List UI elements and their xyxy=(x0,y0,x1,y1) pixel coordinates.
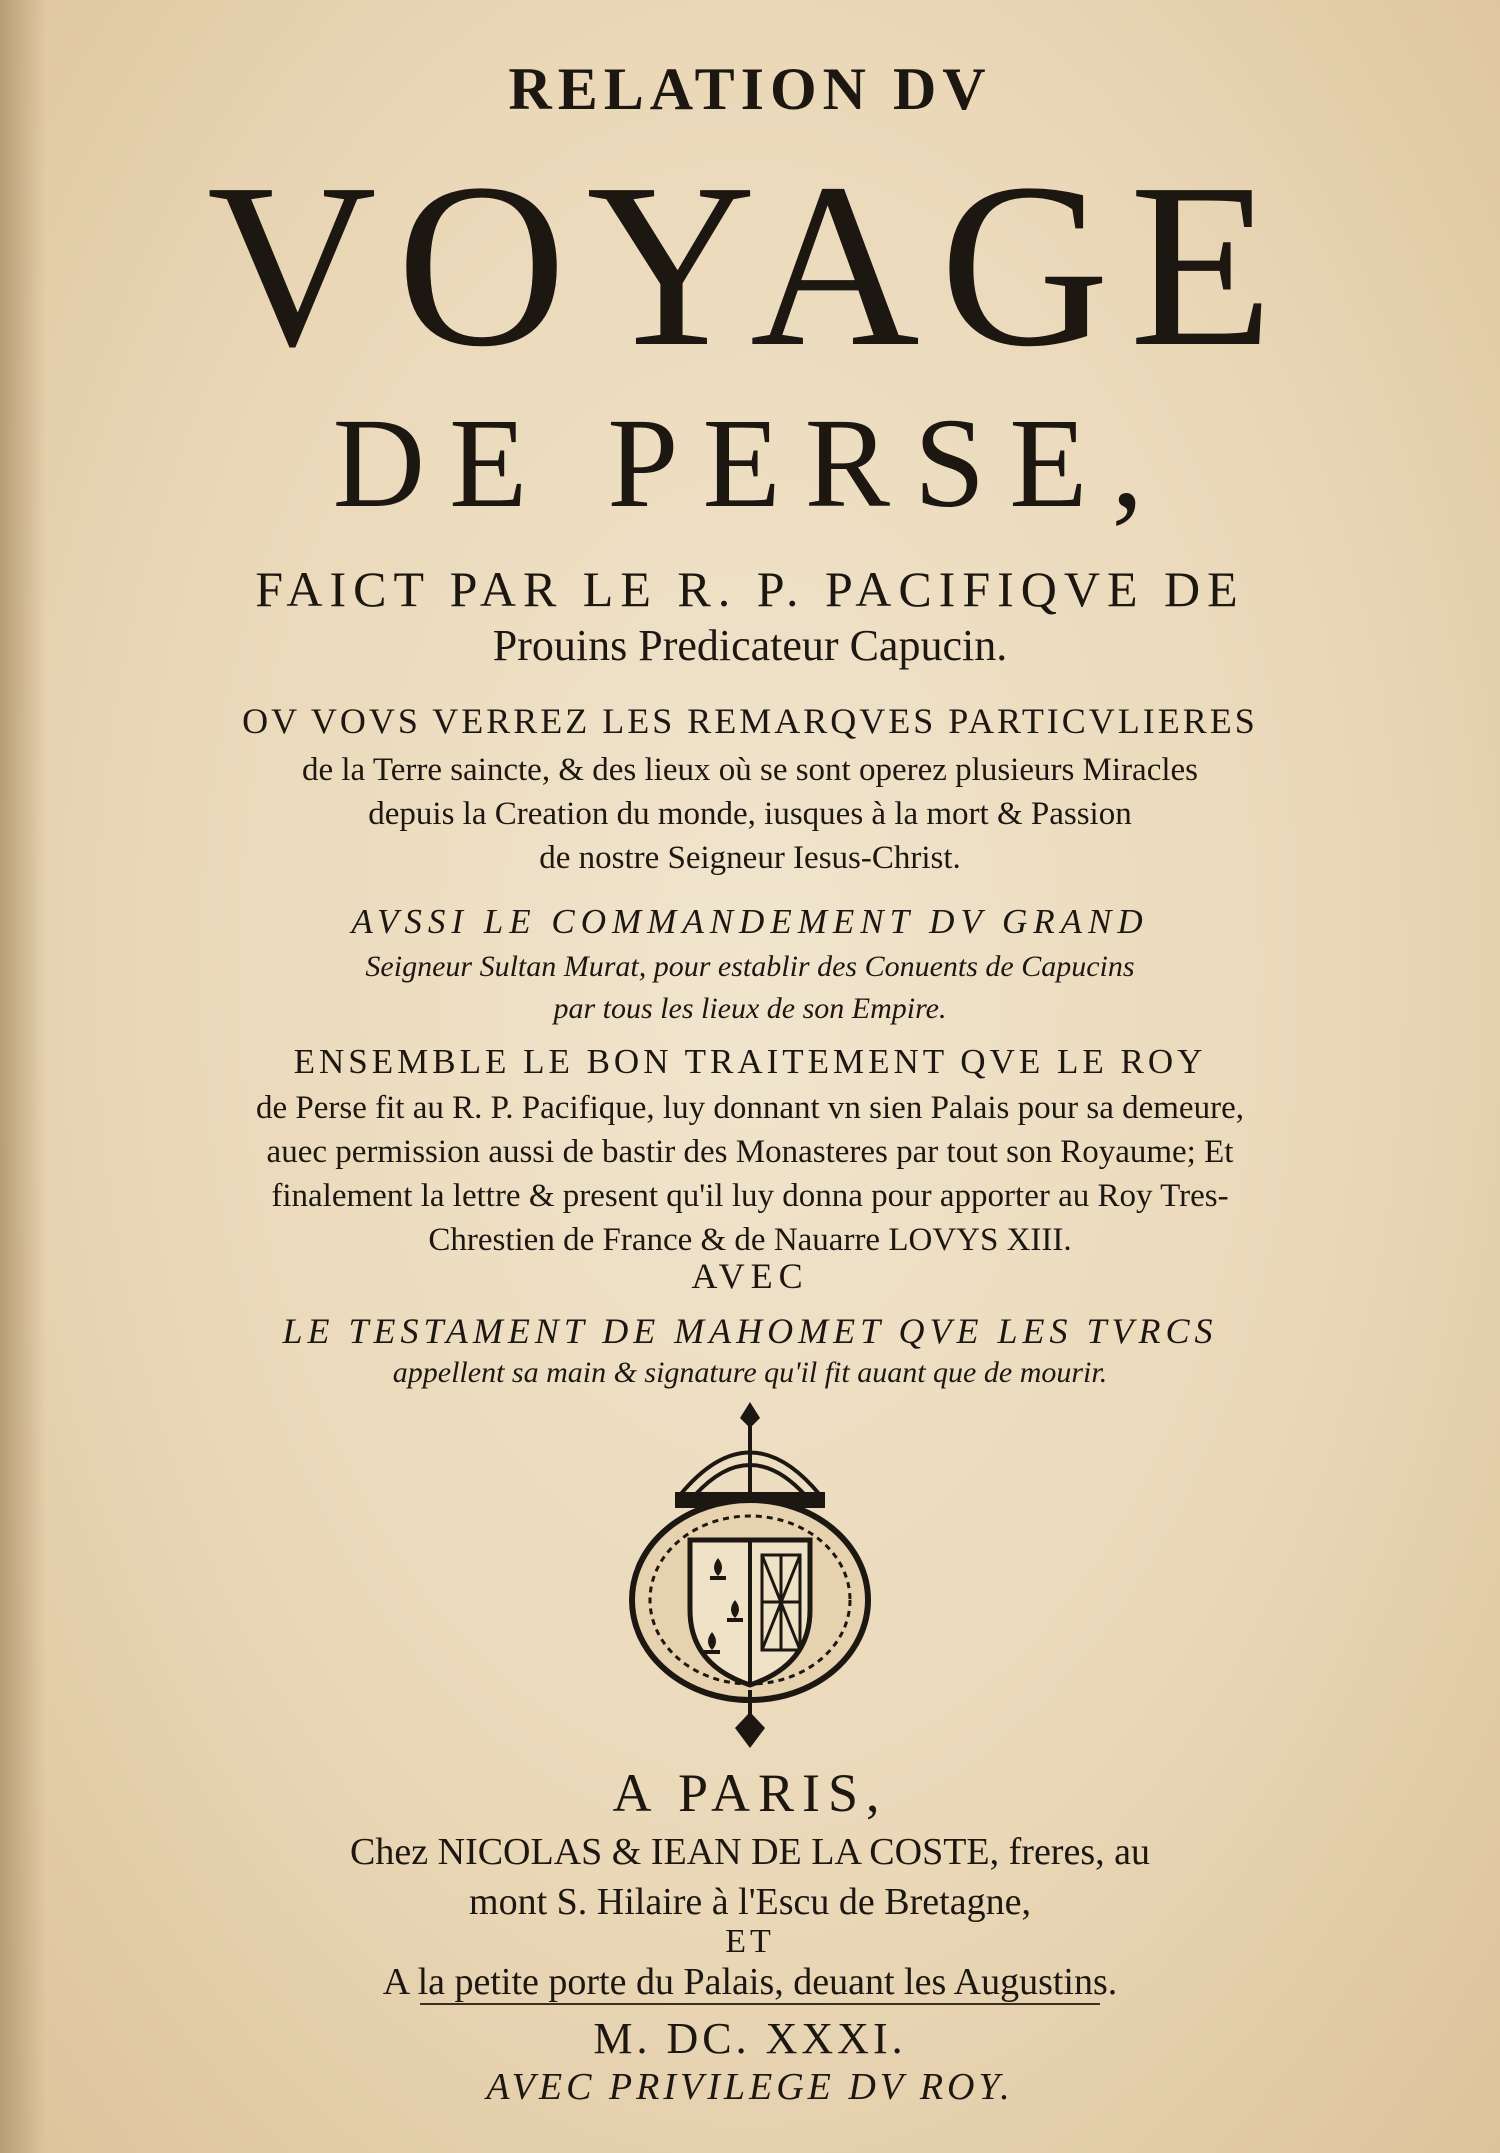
author-line: FAICT PAR LE R. P. PACIFIQVE DE xyxy=(255,561,1245,617)
avec-label: AVEC xyxy=(691,1256,809,1296)
imprint-et: ET xyxy=(725,1923,775,1960)
publication-year: M. DC. XXXI. xyxy=(593,2014,907,2063)
description-line: depuis la Creation du monde, iusques à la mort & Passion xyxy=(368,796,1132,832)
description-line: de la Terre saincte, & des lieux où se sont operez plusieurs Miracles xyxy=(301,752,1199,788)
subtitle: DE PERSE, xyxy=(332,392,1168,534)
ensemble-line: finalement la lettre & present qu'il luy donna pour apporter au Roy Tres- xyxy=(271,1178,1229,1214)
ensemble-line: Chrestien de France & de Nauarre LOVYS XIII. xyxy=(428,1222,1072,1258)
imprint-address-line: A la petite porte du Palais, deuant les Augustins. xyxy=(382,1961,1118,2003)
main-title: VOYAGE xyxy=(206,135,1294,395)
description-heading: OV VOVS VERREZ LES REMARQVES PARTICVLIERES xyxy=(242,701,1258,741)
royal-coat-of-arms-icon xyxy=(620,1400,880,1750)
commandment-line: par tous les lieux de son Empire. xyxy=(553,992,947,1025)
commandment-line: Seigneur Sultan Murat, pour establir des Conuents de Capucins xyxy=(365,950,1135,983)
imprint-publisher-line: Chez NICOLAS & IEAN DE LA COSTE, freres, au xyxy=(350,1831,1150,1873)
ensemble-line: de Perse fit au R. P. Pacifique, luy donnant vn sien Palais pour sa demeure, xyxy=(256,1090,1244,1126)
testament-heading: LE TESTAMENT DE MAHOMET QVE LES TVRCS xyxy=(282,1311,1218,1351)
ensemble-line: auec permission aussi de bastir des Monasteres par tout son Royaume; Et xyxy=(266,1134,1234,1170)
privilege-line: AVEC PRIVILEGE DV ROY. xyxy=(486,2066,1014,2108)
imprint-place: A PARIS, xyxy=(612,1763,888,1823)
ensemble-heading: ENSEMBLE LE BON TRAITEMENT QVE LE ROY xyxy=(293,1042,1207,1081)
imprint-address-line: mont S. Hilaire à l'Escu de Bretagne, xyxy=(469,1881,1031,1923)
running-title: RELATION DV xyxy=(508,56,992,122)
divider-rule xyxy=(420,2003,1100,2005)
description-line: de nostre Seigneur Iesus-Christ. xyxy=(539,840,961,876)
author-line: Prouins Predicateur Capucin. xyxy=(492,621,1008,670)
testament-line: appellent sa main & signature qu'il fit auant que de mourir. xyxy=(392,1356,1108,1389)
commandment-heading: AVSSI LE COMMANDEMENT DV GRAND xyxy=(351,902,1149,941)
